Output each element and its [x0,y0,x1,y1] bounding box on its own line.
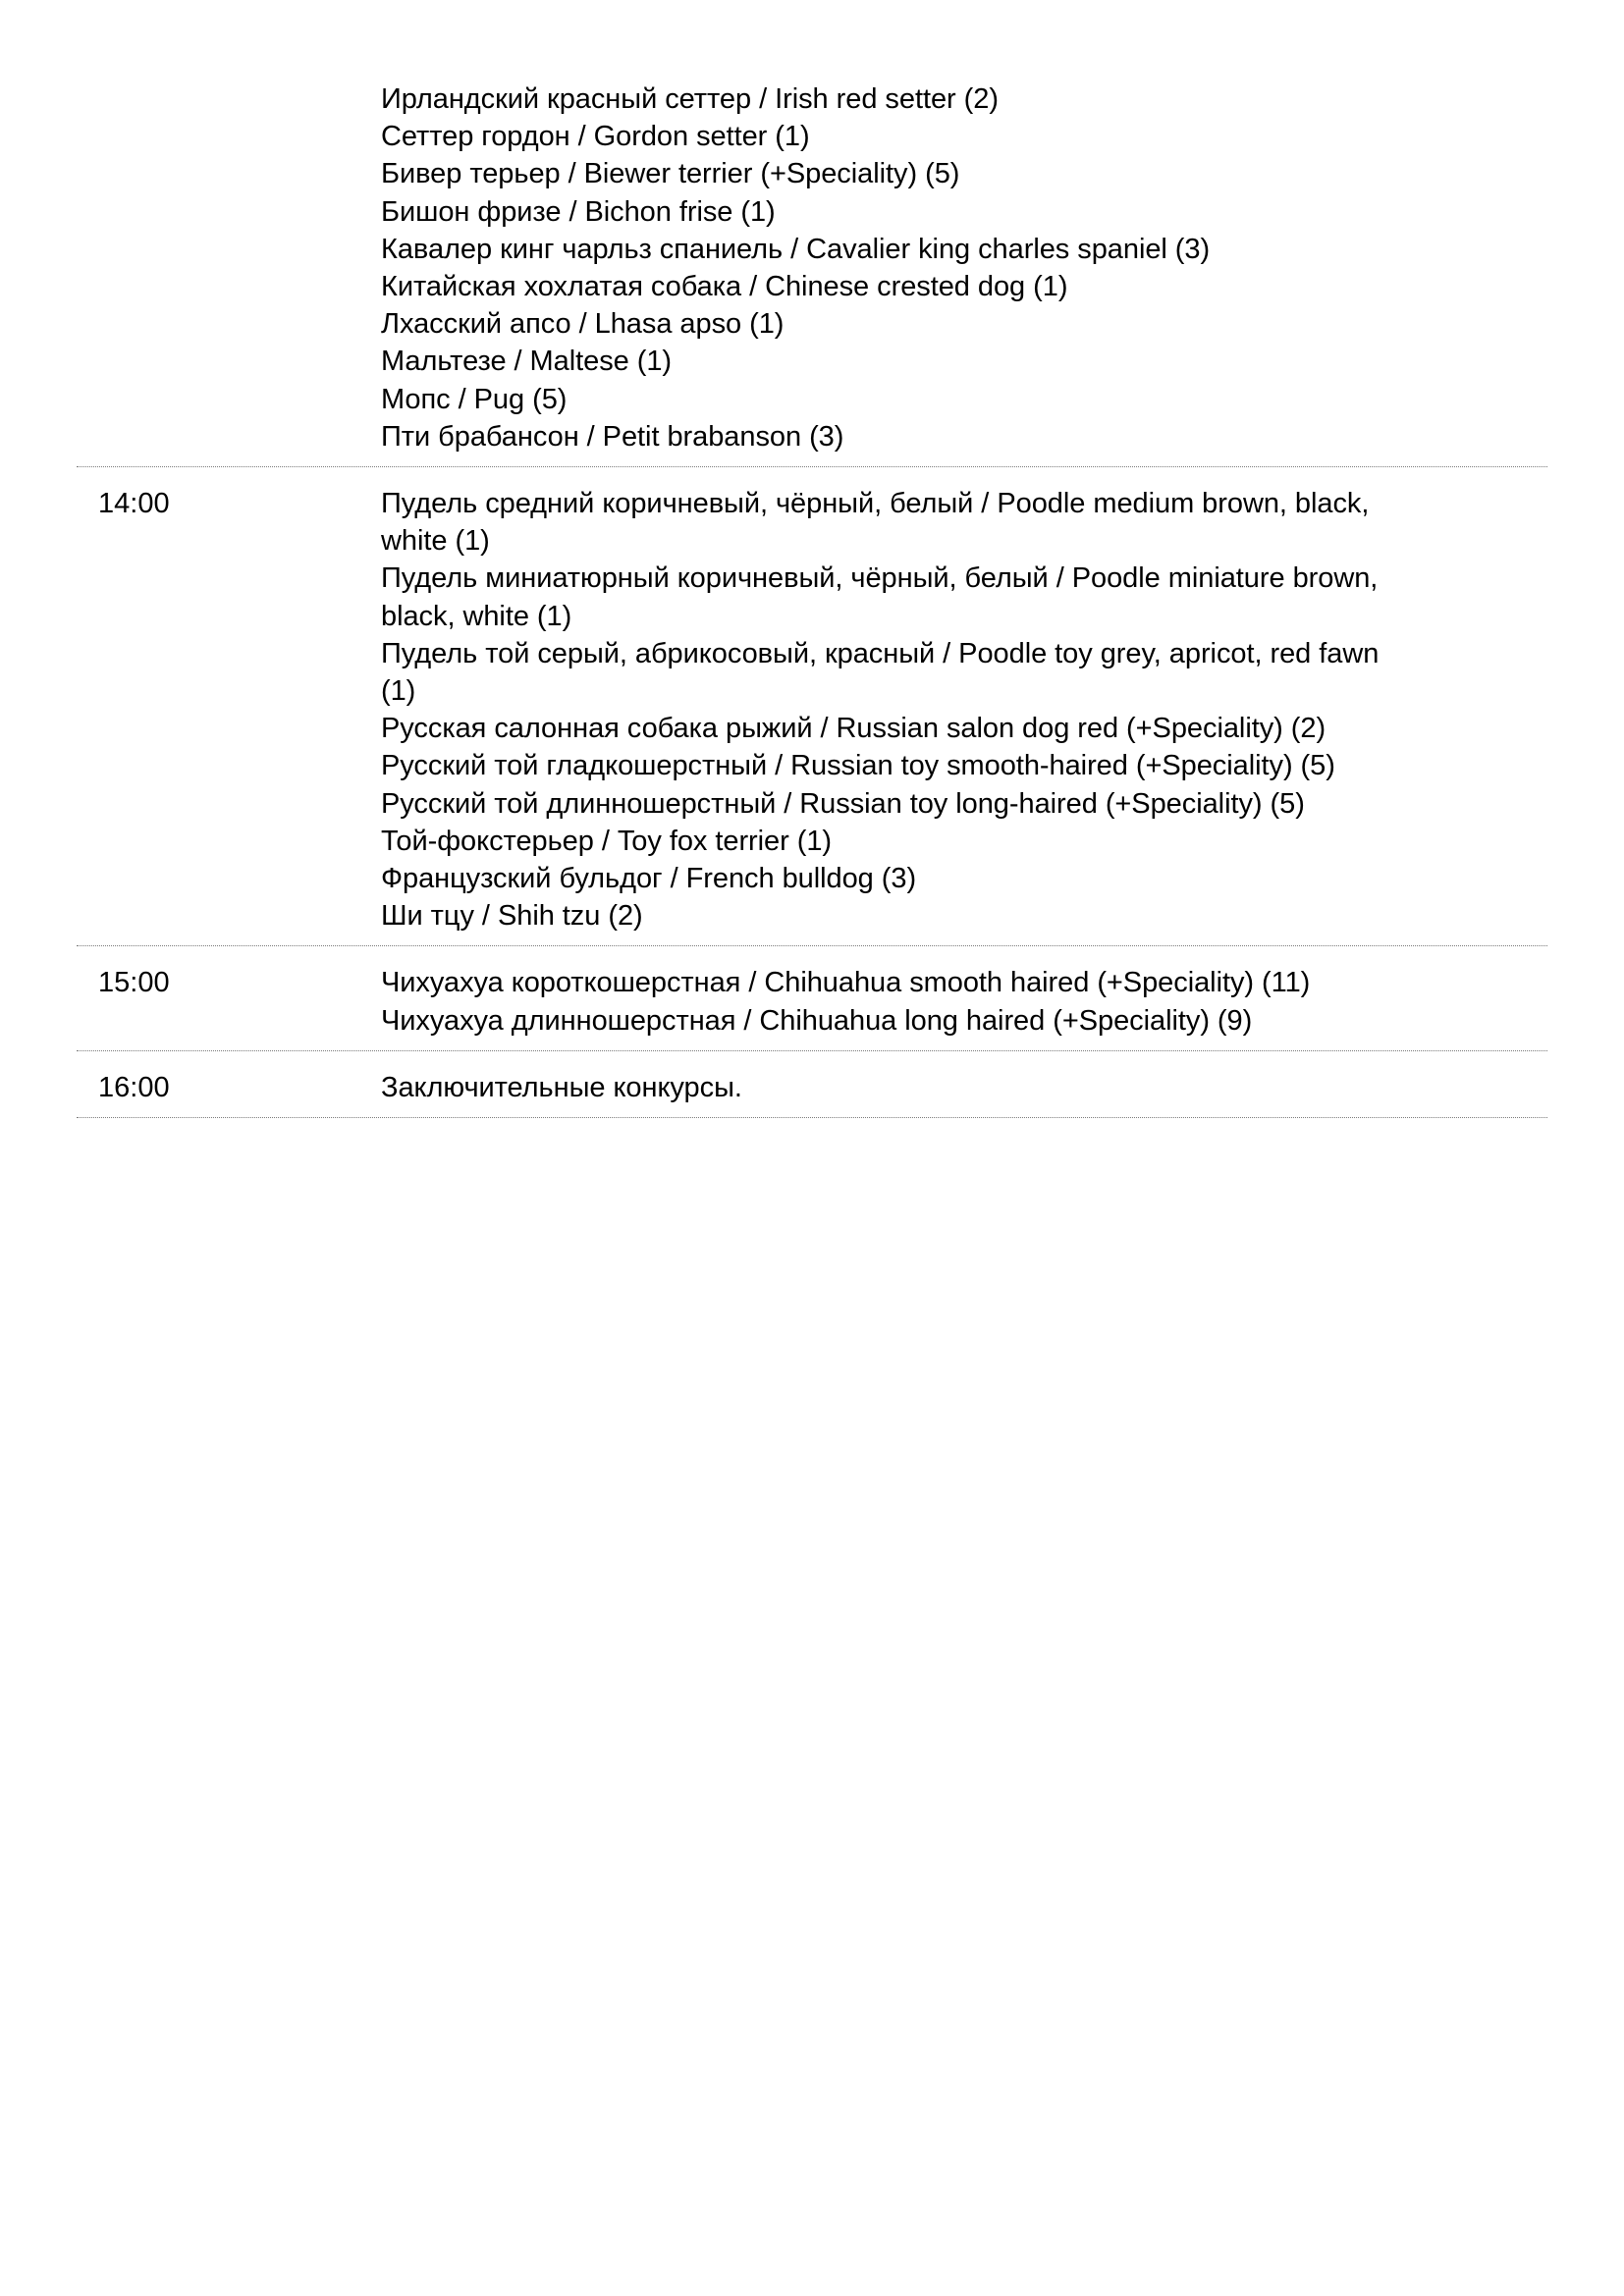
breed-entry: Лхасский апсо / Lhasa apso (1) [381,308,785,341]
breed-entry: Чихуахуа длинношерстная / Chihuahua long haired (+Speciality) (9) [381,1004,1253,1037]
breed-entry [381,485,1547,560]
schedule-block-1400 [77,467,1547,946]
event-entry: Заключительные конкурсы. [381,1071,742,1103]
breed-entry: Русская салонная собака рыжий / Russian salon dog red (+Speciality) (2) [381,713,1326,745]
breed-list [381,485,1547,934]
breed-entry-line: (1) [381,675,416,708]
schedule-block-1500 [77,946,1547,1050]
breed-list [381,80,1547,455]
breed-entry-line: black, white (1) [381,600,572,632]
breed-entry [381,560,1547,634]
schedule-block [77,69,1547,467]
breed-entry: Русский той гладкошерстный / Russian toy smooth-haired (+Speciality) (5) [381,750,1335,782]
breed-entry: Китайская хохлатая собака / Chinese crested dog (1) [381,271,1068,303]
breed-entry: Бишон фризе / Bichon frise (1) [381,195,776,228]
breed-entry: Кавалер кинг чарльз спаниель / Cavalier king charles spaniel (3) [381,233,1211,265]
breed-entry: Мальтезе / Maltese (1) [381,346,673,378]
breed-entry: Пти брабансон / Petit brabanson (3) [381,420,844,453]
event-list [381,1069,1547,1106]
breed-entry-line: Пудель средний коричневый, чёрный, белый / Poodle medium brown, black, [381,488,1370,520]
breed-entry: Чихуахуа короткошерстная / Chihuahua smooth haired (+Speciality) (11) [381,967,1311,999]
breed-entry: Той-фокстерьер / Toy fox terrier (1) [381,825,833,857]
breed-list [381,964,1547,1039]
breed-entry: Ши тцу / Shih tzu (2) [381,900,643,933]
schedule-table [77,69,1547,1118]
schedule-block-1600 [77,1051,1547,1118]
breed-entry: Сеттер гордон / Gordon setter (1) [381,121,810,153]
breed-entry: Французский бульдог / French bulldog (3) [381,863,917,895]
breed-entry: Мопс / Pug (5) [381,383,568,415]
breed-entry [381,635,1547,710]
time-label: 14:00 [98,488,170,520]
breed-entry-line: white (1) [381,525,490,558]
breed-entry: Русский той длинношерстный / Russian toy long-haired (+Speciality) (5) [381,787,1305,820]
breed-entry: Бивер терьер / Biewer terrier (+Speciality) (5) [381,158,960,190]
breed-entry: Ирландский красный сеттер / Irish red setter (2) [381,83,999,115]
time-label: 16:00 [98,1071,170,1103]
breed-entry-line: Пудель миниатюрный коричневый, чёрный, белый / Poodle miniature brown, [381,562,1379,595]
breed-entry-line: Пудель той серый, абрикосовый, красный / Poodle toy grey, apricot, red fawn [381,637,1380,669]
time-label: 15:00 [98,967,170,999]
